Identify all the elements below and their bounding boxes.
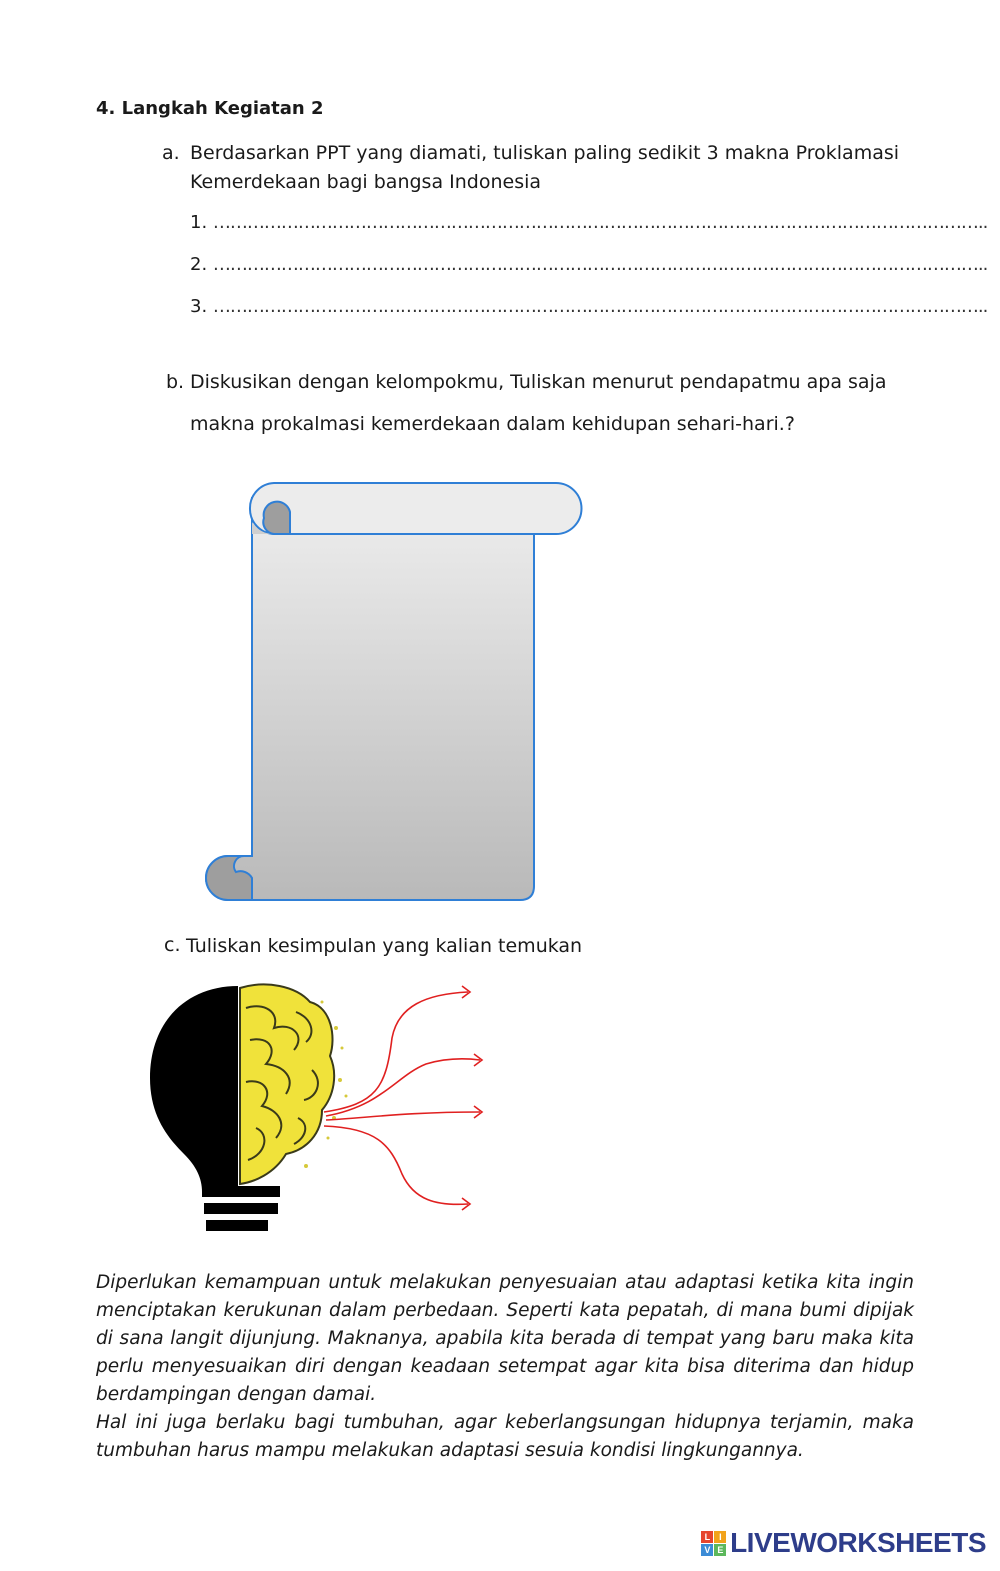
liveworksheets-logo (701, 1527, 986, 1559)
question-a-line1: Berdasarkan PPT yang diamati, tuliskan paling sedikit 3 makna Proklamasi (190, 142, 900, 164)
question-b-line2: makna prokalmasi kemerdekaan dalam kehidupan sehari-hari.? (190, 413, 795, 435)
answer-dots: ……………………………………………………………………………………………………………………….. (212, 212, 988, 233)
answer-line-3[interactable] (190, 296, 987, 317)
scroll-top-curl (263, 502, 290, 534)
badge-letter: L (701, 1531, 713, 1543)
bulb-brain-illustration (146, 978, 492, 1240)
section-heading: 4. Langkah Kegiatan 2 (96, 98, 324, 119)
answer-number: 2. (190, 254, 208, 275)
brain-icon (240, 984, 348, 1184)
answer-number: 1. (190, 212, 208, 233)
bulb-icon (150, 986, 238, 1192)
answer-number: 3. (190, 296, 208, 317)
question-c-letter: c. (164, 934, 181, 956)
bulb-base-bar (202, 1186, 280, 1197)
logo-badge-icon (701, 1531, 726, 1556)
question-a-line2: Kemerdekaan bagi bangsa Indonesia (190, 171, 542, 193)
question-c-text: Tuliskan kesimpulan yang kalian temukan (186, 935, 583, 957)
badge-letter: V (701, 1544, 713, 1556)
scroll-body (206, 498, 534, 900)
scroll-answer-area[interactable] (198, 478, 588, 912)
bulb-base-bar (204, 1203, 278, 1214)
answer-dots: ……………………………………………………………………………………………………………………….. (212, 296, 988, 317)
conclusion-paragraph-1: Diperlukan kemampuan untuk melakukan penyesuaian atau adaptasi ketika kita ingin menciptakan kerukunan dalam perbedaan. Seperti kata pepatah, di mana bumi dipijak di sana langit dijunjung. Maknanya, apabila kita berada di tempat yang baru maka kita perlu menyesuaikan diri dengan keadaan setempat agar kita bisa diterima dan hidup berdampingan dengan damai. (96, 1272, 914, 1405)
arrows-icon (324, 986, 482, 1210)
conclusion-paragraph-2: Hal ini juga berlaku bagi tumbuhan, agar keberlangsungan hidupnya terjamin, maka tumbuhan harus mampu melakukan adaptasi sesuia kondisi lingkungannya. (96, 1412, 914, 1461)
answer-dots: ……………………………………………………………………………………………………………………….. (212, 254, 988, 275)
answer-line-1[interactable] (190, 212, 987, 233)
question-b-letter: b. (166, 371, 185, 393)
bulb-base-bar (206, 1220, 268, 1231)
badge-letter: E (714, 1544, 726, 1556)
question-b-line1: Diskusikan dengan kelompokmu, Tuliskan menurut pendapatmu apa saja (190, 371, 887, 393)
answer-line-2[interactable] (190, 254, 987, 275)
question-a-letter: a. (162, 142, 180, 164)
question-a-text (190, 139, 899, 197)
badge-letter: I (714, 1531, 726, 1543)
scroll-top-roll (250, 483, 582, 534)
logo-text: LIVEWORKSHEETS (730, 1527, 986, 1558)
